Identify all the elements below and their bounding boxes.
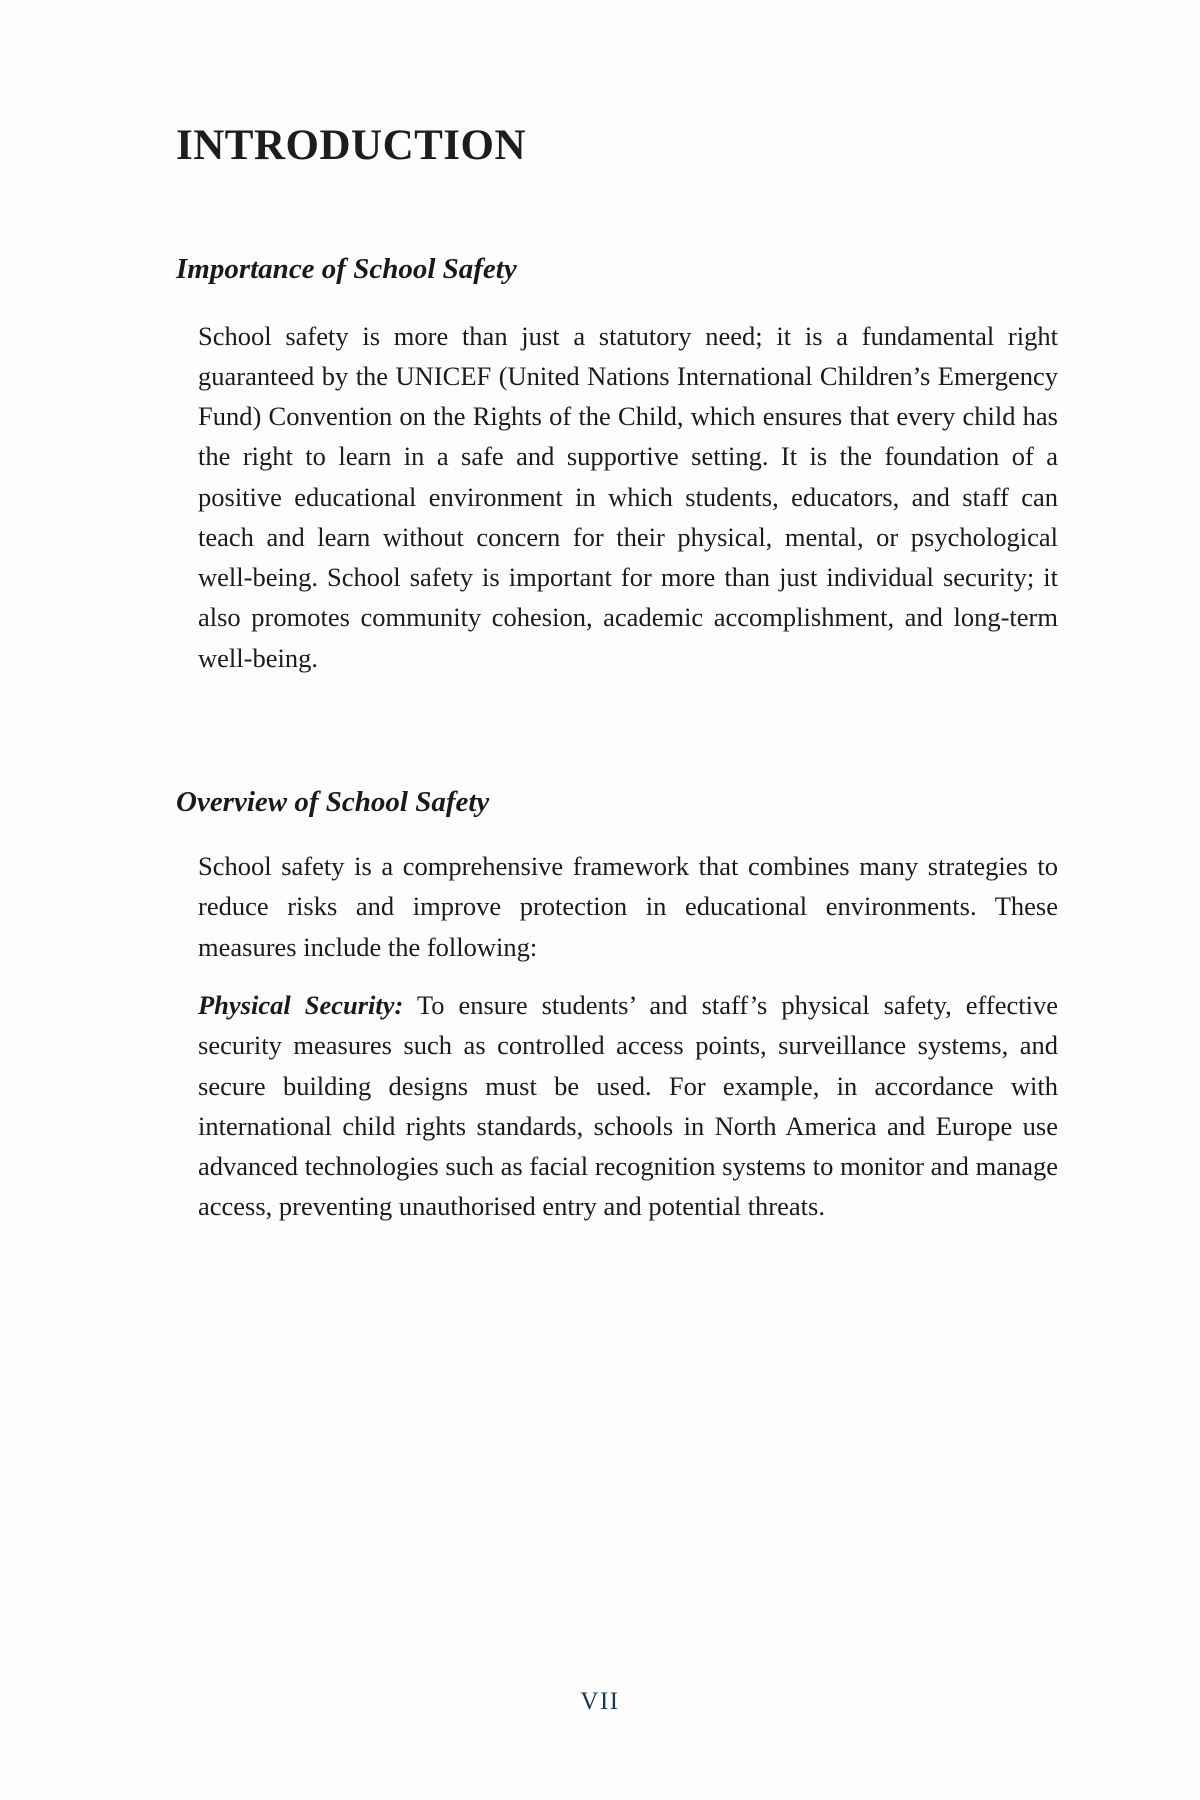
paragraph-overview-intro: School safety is a comprehensive framework that combines many strategies to reduce risks and improve protection in educational environments. These measures include the following: <box>198 851 1058 962</box>
spacer-title <box>198 169 1058 251</box>
spacer-heading-overview <box>198 820 1058 846</box>
section-importance-of-school-safety <box>176 251 1058 678</box>
page-content <box>176 122 1058 1227</box>
section-heading-overview: Overview of School Safety <box>176 785 490 818</box>
paragraph-importance-body: School safety is more than just a statutory need; it is a fundamental right guaranteed by the UNICEF (United Nations International Children’s Emergency Fund) Convention on the Rights of the Child, which ensures that every child has the right to learn in a safe and supportive setting. It is the foundation of a positive educational environment in which students, educators, and staff can teach and learn without concern for their physical, mental, or psychological well-being. School safety is important for more than just individual security; it also promotes community cohesion, academic accomplishment, and long-term well-being. <box>198 320 1058 673</box>
paragraph-physical-security-body: To ensure students’ and staff’s physical safety, effective security measures such as controlled access points, surveillance systems, and secure building designs must be used. For example, in accordance with international child rights standards, schools in North America and Europe use advanced technologies such as facial recognition systems to monitor and manage access, preventing unauthorised entry and potential threats. <box>198 989 1058 1222</box>
runin-label-physical-security: Physical Security: <box>198 989 404 1020</box>
spacer-between-sections <box>198 678 1058 784</box>
page-number: VII <box>580 1688 620 1715</box>
paragraph-physical-security <box>198 985 1058 1227</box>
section-heading-importance: Importance of School Safety <box>176 253 517 286</box>
page-title: INTRODUCTION <box>176 122 527 169</box>
spacer-heading <box>198 288 1058 316</box>
section-overview-of-school-safety <box>176 784 1058 1227</box>
